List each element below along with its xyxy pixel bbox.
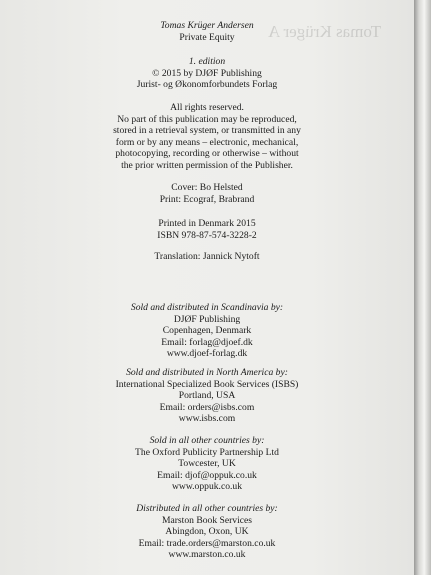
distribution-line: Copenhagen, Denmark [162,325,252,337]
show-through-text: Tomas Krüger A [268,22,382,41]
distribution-heading: Sold and distributed in North America by: [126,367,288,378]
distribution-line: Marston Book Services [161,514,253,526]
distribution-line: www.isbs.com [178,413,236,425]
author-title-block [0,20,414,43]
distribution-line: Email: forlag@djoef.dk [161,336,253,348]
book-gutter [414,0,431,575]
distribution-line: The Oxford Publicity Partnership Ltd [135,446,279,458]
author-name: Tomas Krüger Andersen [160,20,254,31]
distribution-north-america [0,367,414,425]
isbn: ISBN 978-87-574-3228-2 [157,229,257,241]
cover-credit: Cover: Bo Helsted [171,182,243,193]
distribution-line: Portland, USA [178,390,236,402]
distribution-line: Towcester, UK [178,458,236,470]
distribution-line: Email: djof@oppuk.co.uk [157,469,257,481]
publisher-name: Jurist- og Økonomforbundets Forlag [136,79,278,91]
distribution-scandinavia [0,302,414,360]
distribution-line: www.oppuk.co.uk [172,481,242,493]
distribution-heading: Sold and distributed in Scandinavia by: [130,302,284,313]
distribution-line: DJØF Publishing [173,313,241,325]
printed-in: Printed in Denmark 2015 [158,218,256,229]
rights-line: All rights reserved. [170,102,244,113]
distribution-other-distributed [0,503,414,561]
rights-block [0,102,414,172]
translation-credit: Translation: Jannick Nytoft [154,251,260,262]
distribution-line: www.marston.co.uk [168,549,246,561]
credits-block [0,182,414,205]
distribution-line: Abingdon, Oxon, UK [165,526,249,538]
distribution-heading: Sold in all other countries by: [149,435,265,446]
print-credit: Print: Ecograf, Brabrand [159,193,255,205]
rights-line: form or by any means – electronic, mechanical, [115,136,299,148]
rights-line: No part of this publication may be reproduced, [117,113,297,125]
rights-line: the prior written permission of the Publisher. [121,159,293,171]
translation-block [0,251,414,263]
distribution-line: Email: orders@isbs.com [159,401,255,413]
copyright-line: © 2015 by DJØF Publishing [152,67,262,79]
rights-line: stored in a retrieval system, or transmitted in any [113,125,301,137]
distribution-line: International Specialized Book Services (ISBS) [115,378,299,390]
rights-line: photocopying, recording or otherwise – without [115,148,299,160]
distribution-line: Email: trade.orders@marston.co.uk [138,537,276,549]
distribution-line: www.djoef-forlag.dk [166,348,248,360]
edition-block [0,56,414,91]
printing-block [0,218,414,241]
distribution-heading: Distributed in all other countries by: [136,503,278,514]
edition: 1. edition [188,56,226,67]
book-title: Private Equity [179,31,235,43]
distribution-other [0,435,414,493]
